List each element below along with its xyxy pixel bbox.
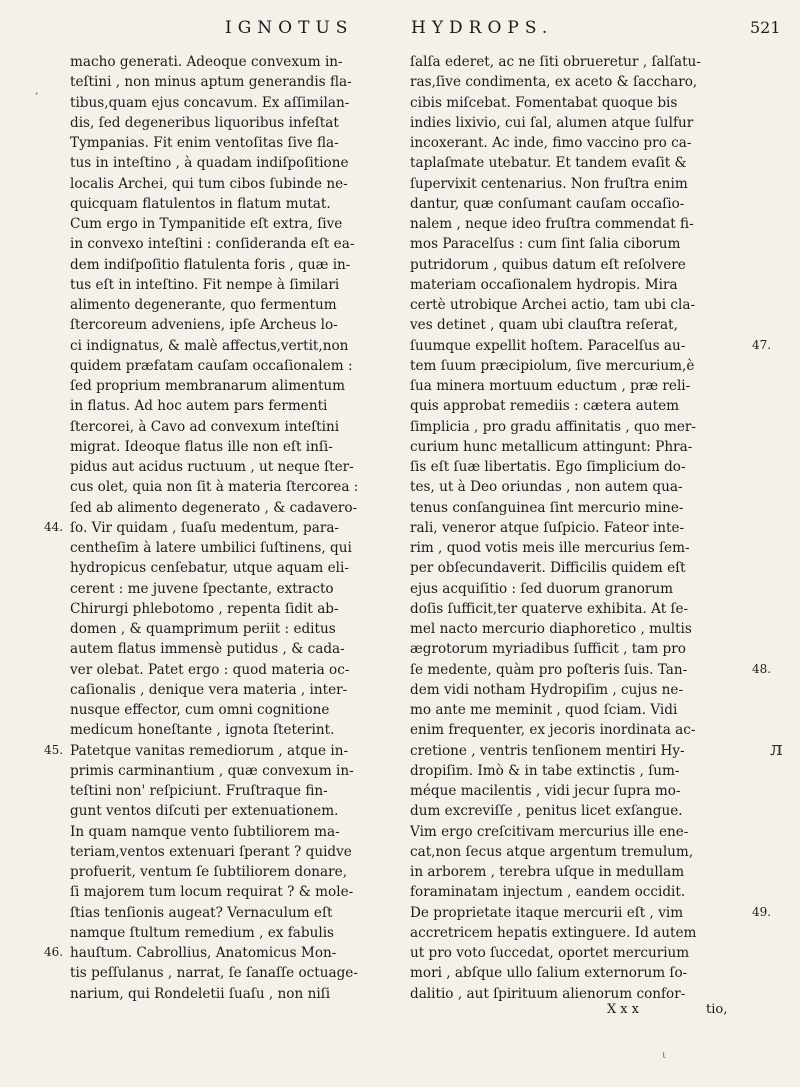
text-line: centheſim à latere umbilici ſuſtinens, qui: [70, 540, 352, 556]
text-line: cus olet, quia non ſit à materia ſtercorea :: [70, 479, 359, 496]
text-line: ejus acquiſitio : ſed duorum granorum: [410, 580, 674, 597]
running-header: [0, 18, 800, 46]
text-line: nusque effector, cum omni cognitione: [70, 702, 330, 718]
text-line: tem ſuum præcipiolum, ſive mercurium,è: [410, 357, 695, 374]
text-line: Tympanias. Fit enim ventoſitas ſive fla-: [70, 135, 339, 151]
text-line: tenus conſanguinea ſint mercurio mine-: [410, 499, 684, 516]
text-line: In quam namque vento ſubtiliorem ma-: [70, 823, 340, 840]
text-line: ſi majorem tum locum requirat ? & mole-: [70, 884, 354, 901]
text-line: ſtias tenſionis augeat? Vernaculum eſt: [70, 904, 333, 921]
text-line: profuerit, ventum ſe ſubtiliorem donare,: [70, 864, 348, 880]
text-line: mel nacto mercurio diaphoretico , multis: [410, 621, 692, 637]
header-left: IGNOTUS: [225, 18, 354, 38]
text-line: ves detinet , quam ubi clauſtra reſerat,: [410, 317, 678, 334]
text-line: domen , & quamprimum periit : editus: [70, 621, 336, 637]
text-line: hydropicus cenſebatur, utque aquam eli-: [70, 560, 349, 577]
text-line: migrat. Ideoque flatus ille non eſt inſi-: [70, 438, 333, 455]
text-line: in convexo inteſtini : conſideranda eſt ea-: [70, 236, 355, 253]
text-line: materiam occaſionalem hydropis. Mira: [410, 276, 678, 293]
text-line: autem flatus immensè putidus , & cada-: [70, 641, 345, 658]
text-line: ver olebat. Patet ergo : quod materia oc-: [70, 661, 350, 678]
margin-note-left: 45.: [44, 742, 64, 757]
text-line: narium, qui Rondeletii ſuaſu , non niſi: [70, 985, 331, 1002]
text-line: cibis miſcebat. Fomentabat quoque bis: [410, 94, 678, 111]
margin-note-right: 47.: [752, 337, 772, 352]
text-line: ut pro voto ſuccedat, oportet mercurium: [410, 945, 690, 961]
text-line: dalitio , aut ſpirituum alienorum confor-: [410, 985, 686, 1002]
text-line: rali, veneror atque ſuſpicio. Fateor inte-: [410, 519, 685, 536]
text-line: gunt ventos diſcuti per extenuationem.: [70, 803, 339, 820]
text-line: tus eſt in inteſtino. Fit nempe à ſimilari: [70, 276, 340, 293]
text-line: caſionalis , denique vera materia , inter-: [70, 681, 348, 698]
text-line: dis, ſed degeneribus liquoribus infeſtat: [70, 114, 339, 131]
text-line: ægrotorum myriadibus ſufficit , tam pro: [410, 641, 686, 658]
margin-note-right: 49.: [752, 904, 772, 919]
margin-note-right: 48.: [752, 661, 772, 676]
text-line: pidus aut acidus ructuum , ut neque ſter-: [70, 459, 354, 475]
text-line: Patetque vanitas remediorum , atque in-: [70, 742, 349, 759]
text-line: ſed proprium membranarum alimentum: [70, 378, 346, 394]
text-line: dem indiſpoſitio flatulenta foris , quæ in-: [70, 256, 351, 273]
text-line: in arborem , terebra uſque in medullam: [410, 864, 685, 880]
text-line: tis peſſulanus , narrat, ſe ſanaſſe octuage-: [70, 965, 358, 982]
text-line: tibus,quam ejus concavum. Ex aſſimilan-: [70, 94, 350, 111]
text-line: ſtercorei, à Cavo ad convexum inteſtini: [70, 418, 340, 435]
text-line: rim , quod votis meis ille mercurius ſem-: [410, 540, 690, 556]
header-right: HYDROPS.: [411, 18, 554, 38]
text-line: ſupervixit centenarius. Non fruſtra enim: [410, 175, 688, 192]
text-line: doſis ſufficit,ter quaterve exhibita. At ſe-: [410, 600, 689, 617]
text-line: teriam,ventos extenuari ſperant ? quidve: [70, 843, 352, 860]
text-line: dantur, quæ conſumant cauſam occaſio-: [410, 195, 685, 212]
text-line: dropiſim. Imò & in tabe extinctis , ſum-: [410, 762, 680, 779]
text-line: medicum honeſtante , ignota ſteterint.: [70, 722, 335, 739]
text-line: quicquam flatulentos in flatum mutat.: [70, 195, 331, 212]
catchword: tio,: [706, 1002, 728, 1017]
text-line: dem vidi notham Hydropiſim , cujus ne-: [410, 681, 684, 698]
right-text-column: [410, 52, 742, 1004]
left-text-column: [70, 52, 398, 1004]
text-line: ſo. Vir quidam , ſuaſu medentum, para-: [70, 519, 340, 536]
bottom-corner-mark: ι: [662, 1050, 666, 1061]
text-line: quidem præfatam cauſam occaſionalem :: [70, 357, 353, 374]
library-mark-icon: ᴫ: [770, 736, 783, 760]
text-line: mos Paracelſus : cum ſint ſalia ciborum: [410, 236, 681, 253]
text-line: ſe medente, quàm pro poſteris ſuis. Tan-: [410, 661, 688, 678]
text-line: mori , abſque ullo ſalium externorum ſo-: [410, 965, 688, 982]
text-line: incoxerant. Ac inde, fimo vaccino pro ca-: [410, 135, 692, 151]
text-line: curium hunc metallicum attingunt: Phra-: [410, 438, 693, 455]
text-line: ſimplicia , pro gradu affinitatis , quo mer-: [410, 418, 696, 435]
text-line: cerent : me juvene ſpectante, extracto: [70, 580, 334, 597]
ink-speck: ·: [34, 84, 40, 103]
text-line: localis Archei, qui tum cibos ſubinde ne-: [70, 175, 348, 192]
text-line: quis approbat remediis : cætera autem: [410, 398, 680, 415]
text-line: nalem , neque ideo fruſtra commendat fi-: [410, 216, 694, 232]
text-line: macho generati. Adeoque convexum in-: [70, 54, 343, 70]
signature-mark: Xxx: [607, 1002, 643, 1017]
text-line: De proprietate itaque mercurii eſt , vim: [410, 904, 684, 921]
text-line: teſtini non' reſpiciunt. Fruſtraque fin-: [70, 783, 328, 799]
text-line: enim frequenter, ex jecoris inordinata ac-: [410, 722, 696, 739]
text-line: in flatus. Ad hoc autem pars fermenti: [70, 398, 328, 415]
text-line: taplaſmate utebatur. Et tandem evaſit &: [410, 155, 687, 172]
margin-note-left: 44.: [44, 519, 64, 534]
text-line: ſed ab alimento degenerato , & cadavero-: [70, 499, 358, 516]
text-line: tes, ut à Deo oriundas , non autem qua-: [410, 479, 683, 496]
text-line: namque ſtultum remedium , ex fabulis: [70, 924, 335, 941]
page-number: 521: [750, 18, 781, 37]
text-line: putridorum , quibus datum eſt reſolvere: [410, 256, 686, 273]
text-line: indies lixivio, cui ſal, alumen atque ſulfur: [410, 114, 694, 131]
text-line: accretricem hepatis extinguere. Id autem: [410, 924, 697, 941]
text-line: alimento degenerante, quo fermentum: [70, 297, 337, 313]
text-line: cat,non ſecus atque argentum tremulum,: [410, 843, 694, 860]
text-line: ſtercoreum adveniens, ipſe Archeus lo-: [70, 317, 338, 334]
text-line: per obſecundaverit. Difficilis quidem eſt: [410, 560, 686, 577]
text-line: ſalſa ederet, ac ne ſiti obrueretur , ſalſatu-: [410, 54, 701, 70]
text-line: dum excreviſſe , penitus licet exſangue.: [410, 803, 683, 820]
text-line: hauſtum. Cabrollius, Anatomicus Mon-: [70, 945, 337, 961]
text-line: Chirurgi phlebotomo , repenta ſidit ab-: [70, 600, 339, 617]
text-line: ſis eſt ſuæ libertatis. Ego ſimplicium do-: [410, 459, 686, 475]
text-line: mo ante me meminit , quod ſciam. Vidi: [410, 702, 678, 718]
text-line: certè utrobique Archei actio, tam ubi cla-: [410, 297, 696, 313]
text-line: Vim ergo creſcitivam mercurius ille ene-: [410, 823, 689, 840]
text-line: primis carminantium , quæ convexum in-: [70, 762, 354, 779]
text-line: Cum ergo in Tympanitide eſt extra, ſive: [70, 216, 343, 232]
text-line: ſuumque expellit hoſtem. Paracelſus au-: [410, 337, 686, 354]
text-line: cretione , ventris tenſionem mentiri Hy-: [410, 742, 685, 759]
text-line: teſtini , non minus aptum generandis fla-: [70, 74, 352, 91]
text-line: ſua minera mortuum eductum , præ reli-: [410, 378, 691, 394]
margin-note-left: 46.: [44, 945, 64, 959]
text-line: tus in inteſtino , à quadam indiſpoſitione: [70, 155, 349, 172]
text-line: foraminatam injectum , eandem occidit.: [410, 884, 686, 901]
text-line: ras,ſive condimenta, ex aceto & ſaccharo,: [410, 74, 698, 91]
text-line: méque macilentis , vidi jecur ſupra mo-: [410, 783, 681, 799]
text-line: ci indignatus, & malè affectus,vertit,non: [70, 337, 349, 354]
